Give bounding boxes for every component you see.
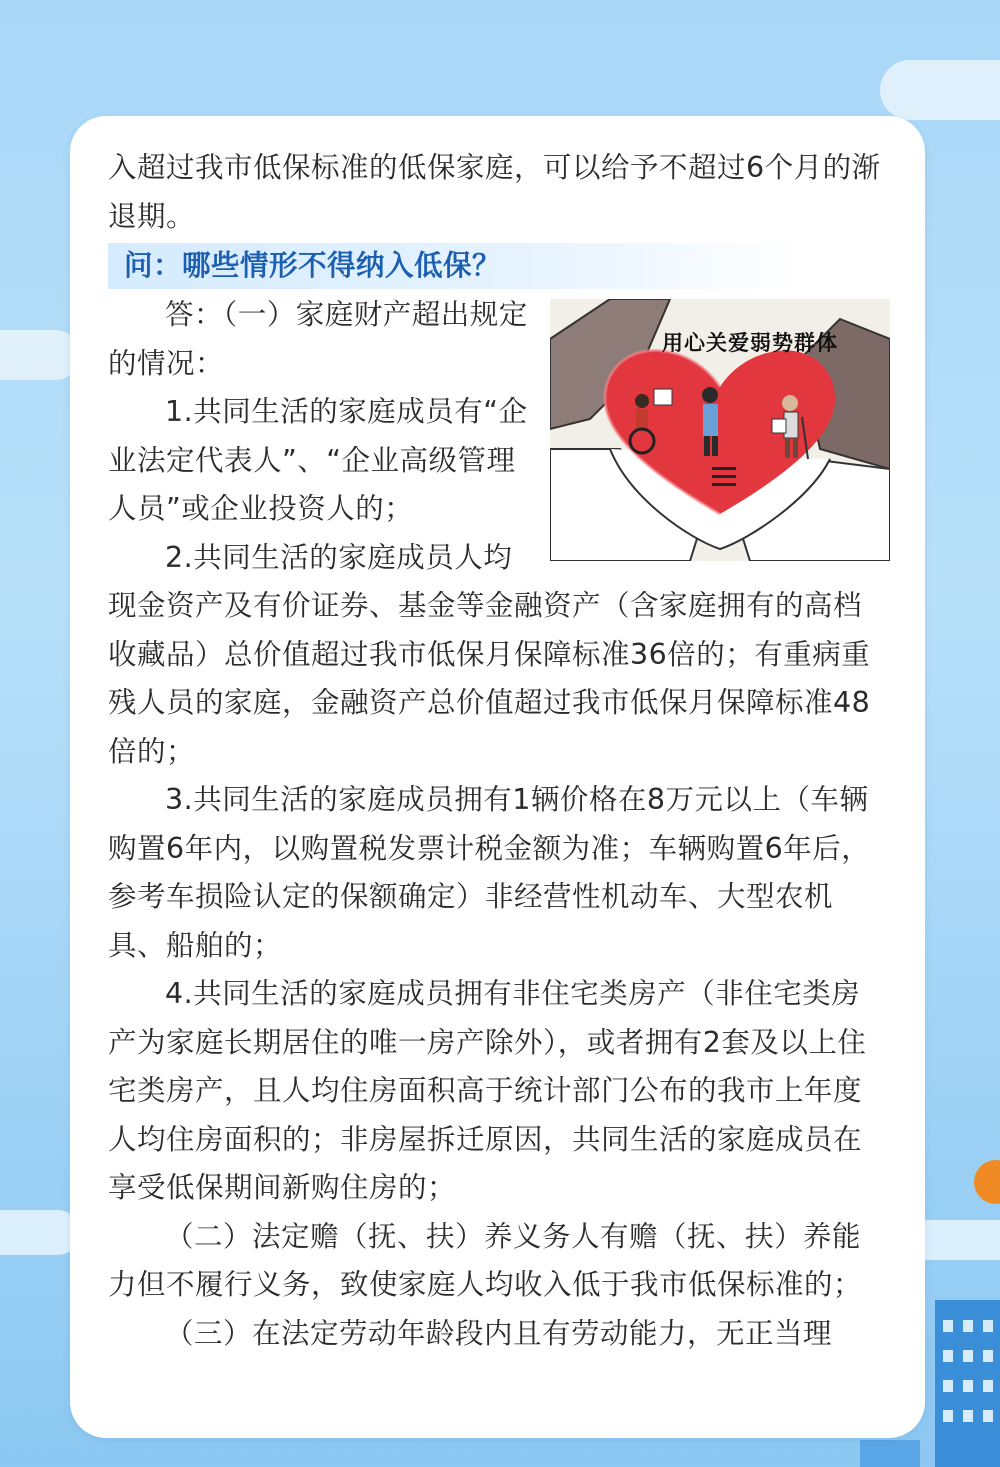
background-cloud <box>0 330 80 380</box>
background-cloud <box>880 60 1000 120</box>
paragraph: 3.共同生活的家庭成员拥有1辆价格在8万元以上（车辆购置6年内，以购置税发票计税金额为准；车辆购置6年后，参考车损险认定的保额确定）非经营性机动车、大型农机具、船舶的； <box>108 783 871 962</box>
paragraph: 2.共同生活的家庭成员人均现金资产及有价证券、基金等金融资产（含家庭拥有的高档收藏品）总价值超过我市低保月保障标准36倍的；有重病重残人员的家庭，金融资产总价值超过我市低保月保障标准48倍的； <box>108 540 871 768</box>
paragraph: 4.共同生活的家庭成员拥有非住宅类房产（非住宅类房产为家庭长期居住的唯一房产除外），或者拥有2套及以上住宅类房产，且人均住房面积高于统计部门公布的我市上年度人均住房面积的；非房屋拆迁原因，共同生活的家庭成员在享受低保期间新购住房的； <box>108 977 867 1204</box>
article-body <box>108 144 888 1358</box>
background-cloud <box>0 1210 80 1255</box>
paragraph: （二）法定赡（抚、扶）养义务人有赡（抚、扶）养能力但不履行义务，致使家庭人均收入低于我市低保标准的； <box>108 1219 863 1301</box>
paragraph: 入超过我市低保标准的低保家庭，可以给予不超过6个月的渐退期。 <box>108 151 881 233</box>
illustration <box>550 299 890 561</box>
background-building <box>860 1440 920 1467</box>
illustration-title: 用心关爱弱势群体 <box>662 331 838 355</box>
question-heading: 问：哪些情形不得纳入低保？ <box>108 243 804 289</box>
decorative-dot <box>974 1160 1000 1204</box>
content-card <box>70 116 925 1438</box>
paragraph: （三）在法定劳动年龄段内且有劳动能力，无正当理 <box>165 1316 833 1350</box>
paragraph: 答：（一）家庭财产超出规定的情况： <box>108 298 528 380</box>
paragraph: 1.共同生活的家庭成员有“企业法定代表人”、“企业高级管理人员”或企业投资人的； <box>108 395 528 525</box>
background-building <box>935 1300 1000 1467</box>
